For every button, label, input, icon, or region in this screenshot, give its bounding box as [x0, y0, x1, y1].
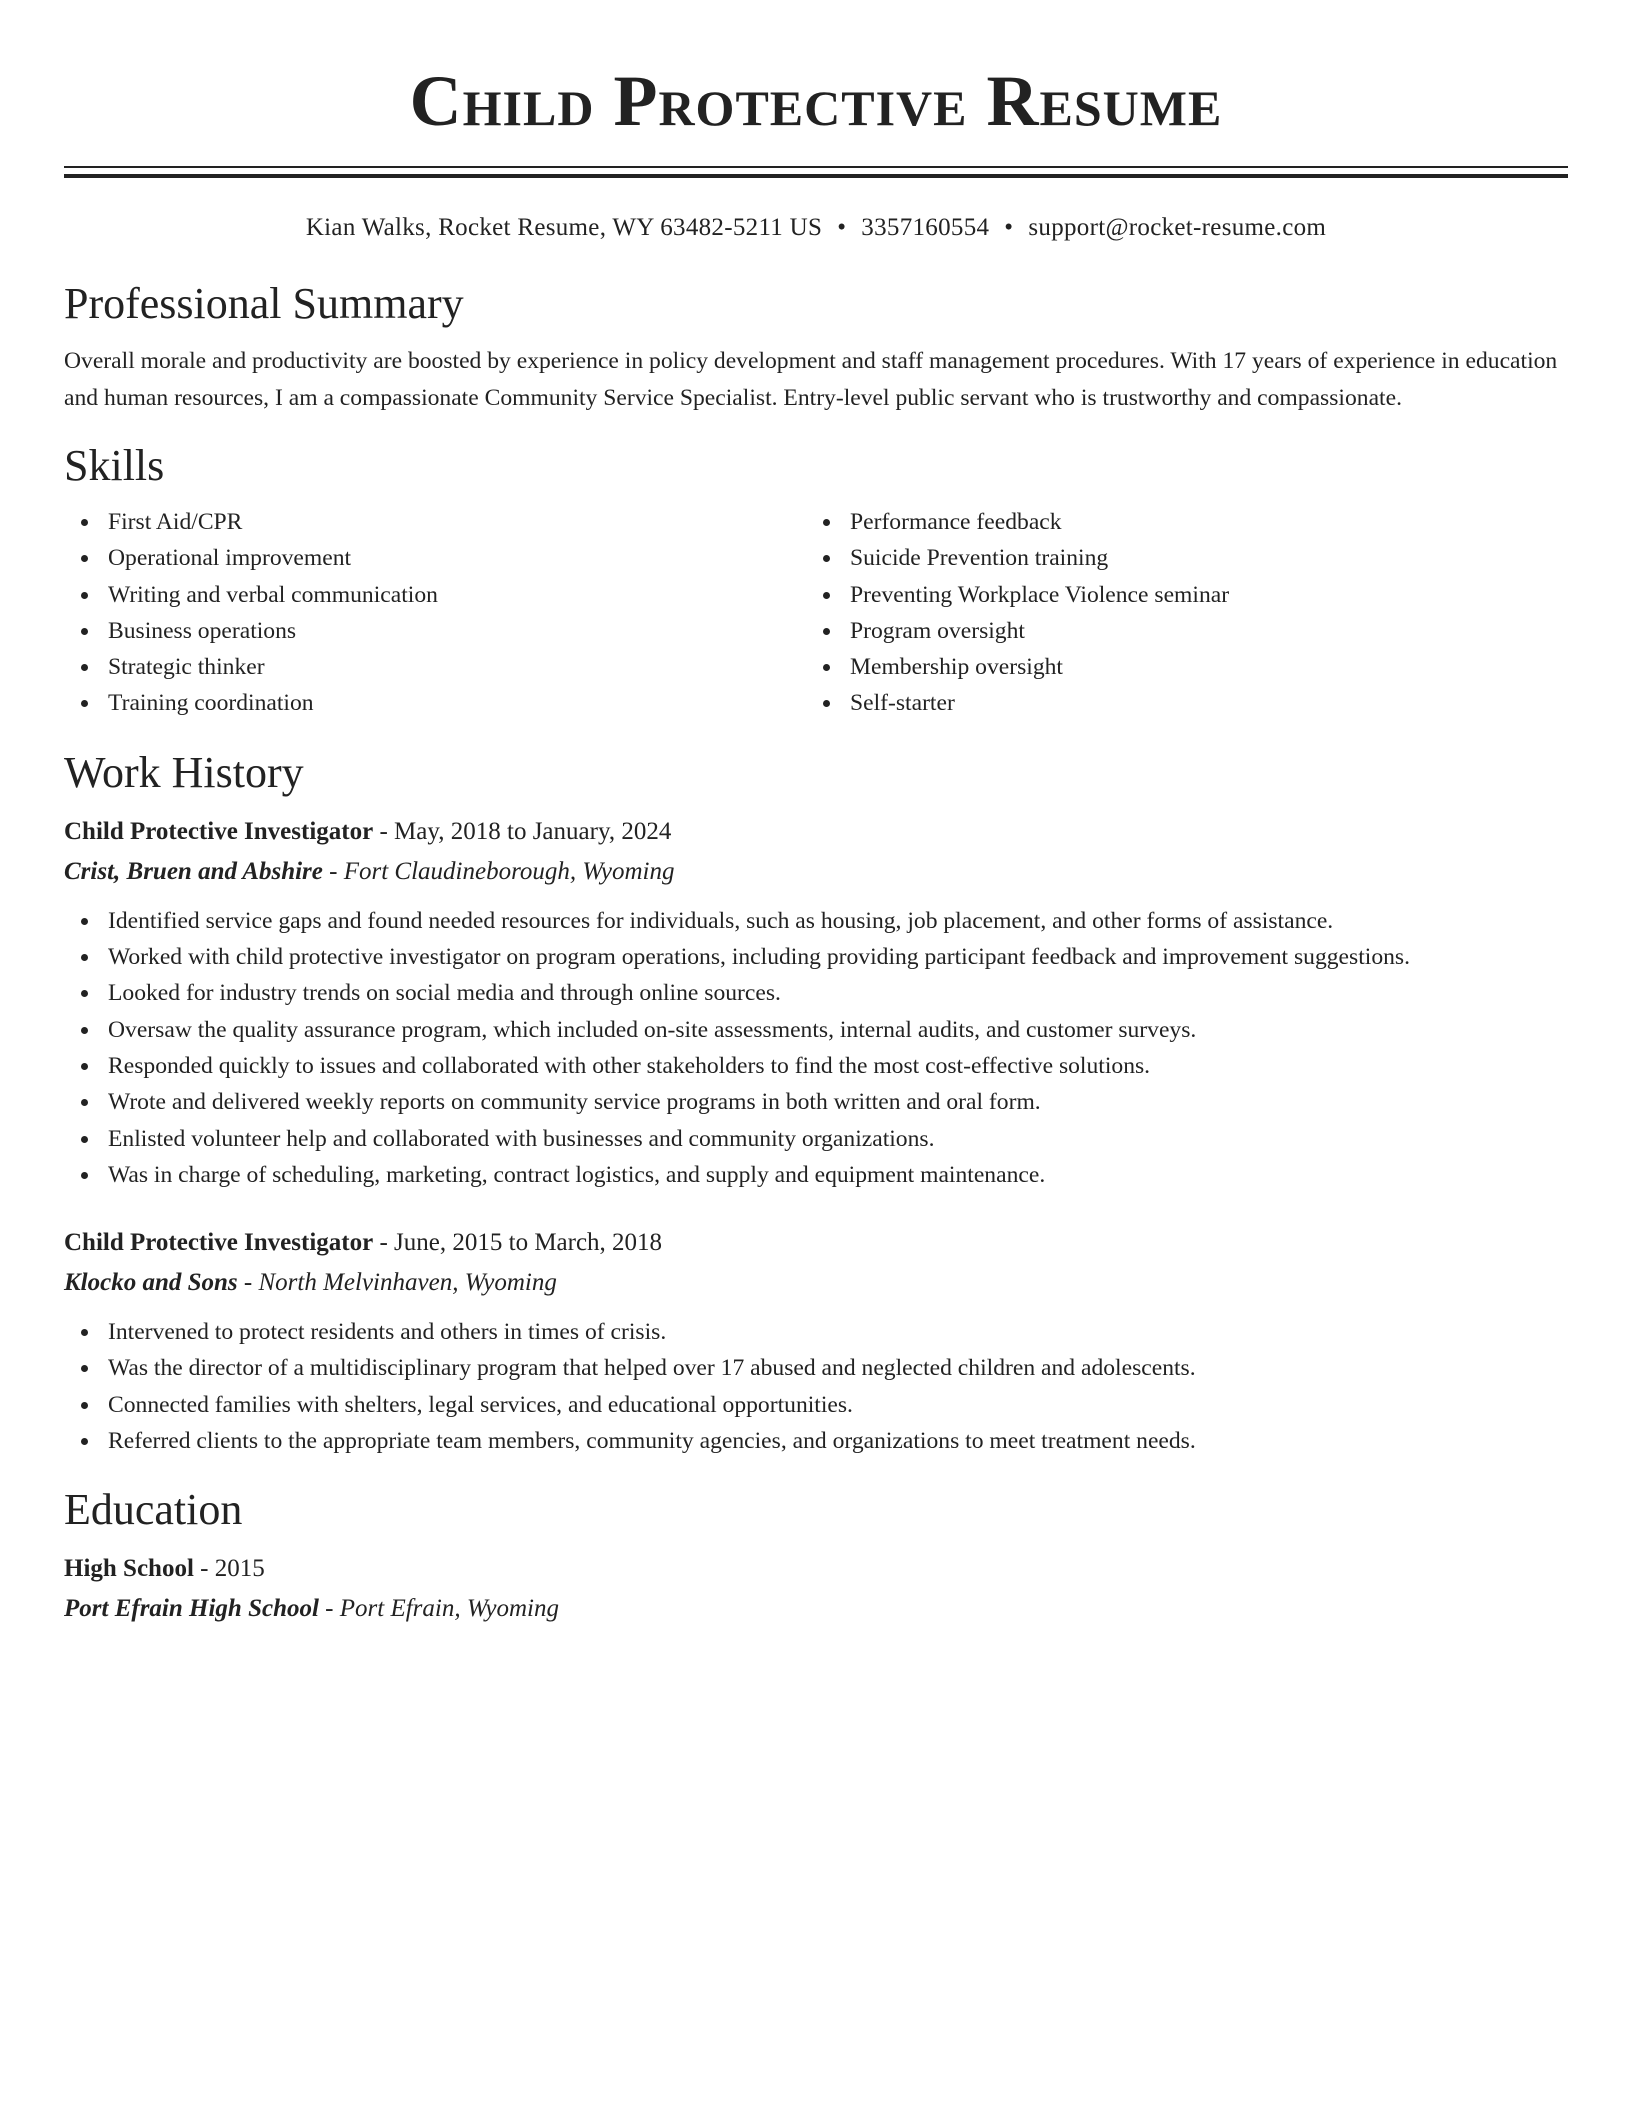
company-name: Crist, Bruen and Abshire [64, 857, 323, 885]
education-location: - Port Efrain, Wyoming [318, 1595, 559, 1623]
skill-item: Membership oversight [806, 649, 1548, 685]
skill-item: Preventing Workplace Violence seminar [806, 577, 1548, 613]
job-duty: Intervened to protect residents and others in times of crisis. [64, 1314, 1568, 1350]
education-school: Port Efrain High School [64, 1595, 319, 1623]
job-dates: - May, 2018 to January, 2024 [373, 817, 672, 845]
job-entry [64, 1223, 1568, 1459]
summary-text: Overall morale and productivity are boosted by experience in policy development and staff management procedures. With 17 years of experience in education and human resources, I am a compassionate Community Service Specialist. Entry-level public servant who is trustworthy and compassionate. [64, 348, 1558, 411]
skill-item: First Aid/CPR [64, 504, 806, 540]
job-title-line [64, 812, 1568, 852]
job-dates: - June, 2015 to March, 2018 [373, 1229, 663, 1257]
education-degree-line [64, 1549, 1568, 1589]
skill-item: Performance feedback [806, 504, 1548, 540]
work-history-heading: Work History [64, 747, 304, 797]
education-school-line [64, 1589, 1568, 1629]
job-title: Child Protective Investigator [64, 1229, 374, 1257]
company-location: - North Melvinhaven, Wyoming [237, 1269, 557, 1297]
job-duty: Identified service gaps and found needed resources for individuals, such as housing, job placement, and other forms of assistance. [64, 903, 1568, 939]
contact-separator: • [1004, 214, 1014, 241]
skill-item: Training coordination [64, 685, 806, 721]
job-duty: Worked with child protective investigator on program operations, including providing participant feedback and improvement suggestions. [64, 939, 1568, 975]
job-entry [64, 812, 1568, 1193]
education-degree: High School [64, 1555, 194, 1583]
contact-separator: • [837, 214, 847, 241]
job-duty: Wrote and delivered weekly reports on community service programs in both written and oral form. [64, 1084, 1568, 1120]
skills-column-left [64, 504, 806, 722]
job-duty: Was in charge of scheduling, marketing, contract logistics, and supply and equipment maintenance. [64, 1157, 1568, 1193]
education-heading: Education [64, 1485, 243, 1535]
education-entry [64, 1549, 1568, 1629]
skills-heading: Skills [64, 441, 165, 490]
skill-item: Self-starter [806, 685, 1548, 721]
contact-email: support@rocket-resume.com [1028, 214, 1327, 241]
skill-item: Operational improvement [64, 540, 806, 576]
job-duty: Was the director of a multidisciplinary program that helped over 17 abused and neglected children and adolescents. [64, 1350, 1568, 1386]
job-title: Child Protective Investigator [64, 817, 374, 845]
company-line [64, 852, 1568, 892]
job-duty: Enlisted volunteer help and collaborated with businesses and community organizations. [64, 1121, 1568, 1157]
job-duties [64, 903, 1568, 1193]
skills-column-right [806, 504, 1548, 722]
skill-item: Writing and verbal communication [64, 577, 806, 613]
skill-item: Business operations [64, 613, 806, 649]
job-title-line [64, 1223, 1568, 1263]
company-line [64, 1263, 1568, 1303]
job-duties [64, 1314, 1568, 1459]
job-duty: Oversaw the quality assurance program, which included on-site assessments, internal audits, and customer surveys. [64, 1012, 1568, 1048]
skill-item: Strategic thinker [64, 649, 806, 685]
skill-item: Program oversight [806, 613, 1548, 649]
job-duty: Responded quickly to issues and collaborated with other stakeholders to find the most cost-effective solutions. [64, 1048, 1568, 1084]
job-duty: Looked for industry trends on social media and through online sources. [64, 975, 1568, 1011]
education-year: - 2015 [193, 1555, 265, 1583]
contact-line [64, 213, 1568, 243]
title-rule-thin [64, 166, 1568, 168]
resume-title: Child Protective Resume [409, 61, 1223, 141]
contact-address: Kian Walks, Rocket Resume, WY 63482-5211 US [305, 214, 823, 241]
company-location: - Fort Claudineborough, Wyoming [322, 857, 675, 885]
summary-heading: Professional Summary [64, 279, 464, 328]
company-name: Klocko and Sons [64, 1269, 238, 1297]
skill-item: Suicide Prevention training [806, 540, 1548, 576]
skills-list [64, 504, 1568, 722]
job-duty: Connected families with shelters, legal services, and educational opportunities. [64, 1387, 1568, 1423]
contact-phone: 3357160554 [861, 214, 990, 241]
job-duty: Referred clients to the appropriate team members, community agencies, and organizations to meet treatment needs. [64, 1423, 1568, 1459]
title-rule-thick [64, 174, 1568, 178]
